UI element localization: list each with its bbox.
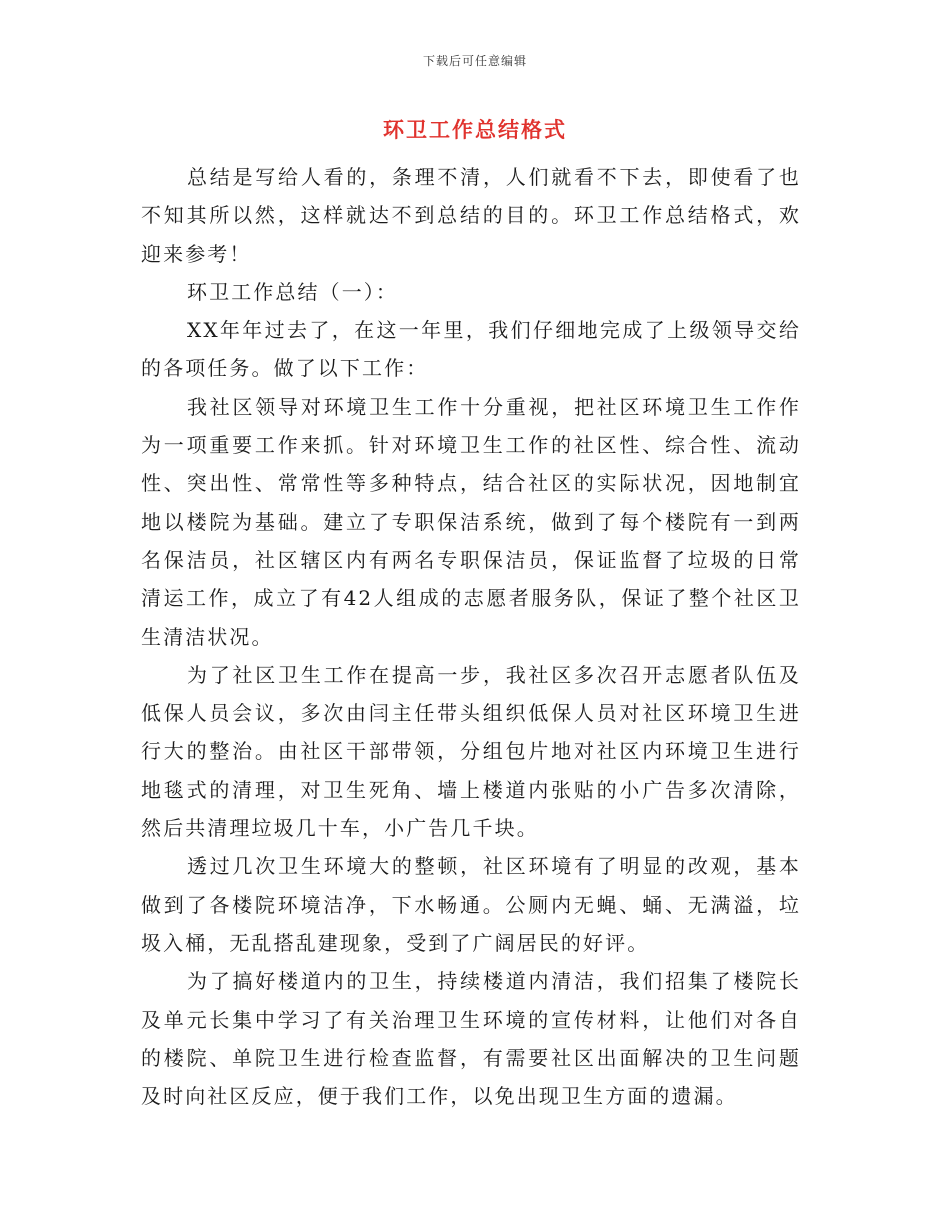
header-note: 下载后可任意编辑 bbox=[422, 54, 527, 68]
paragraph-leadership: 我社区领导对环境卫生工作十分重视，把社区环境卫生工作作为一项重要工作来抓。针对环境卫生工作的社区性、综合性、流动性、突出性、常常性等多种特点，结合社区的实际状况，因地制宜地以楼院为基础。建立了专职保洁系统，做到了每个楼院有一到两名保洁员，社区辖区内有两名专职保洁员，保证监督了垃圾的日常清运工作，成立了有42人组成的志愿者服务队，保证了整个社区卫生清洁状况。 bbox=[141, 394, 801, 649]
paragraph-year-summary: XX年年过去了，在这一年里，我们仔细地完成了上级领导交给的各项任务。做了以下工作： bbox=[141, 318, 801, 381]
paragraph-volunteers: 为了社区卫生工作在提高一步，我社区多次召开志愿者队伍及低保人员会议，多次由闫主任带头组织低保人员对社区环境卫生进行大的整治。由社区干部带领，分组包片地对社区内环境卫生进行地毯式的清理，对卫生死角、墙上楼道内张贴的小广告多次清除，然后共清理垃圾几十车，小广告几千块。 bbox=[141, 662, 801, 841]
paragraph-section-heading: 环卫工作总结（一）： bbox=[187, 279, 398, 304]
document-body bbox=[141, 158, 801, 1115]
paragraph-corridor: 为了搞好楼道内的卫生，持续楼道内清洁，我们招集了楼院长及单元长集中学习了有关治理卫生环境的宣传材料，让他们对各自的楼院、单院卫生进行检查监督，有需要社区出面解决的卫生问题及时向社区反应，便于我们工作，以免出现卫生方面的遗漏。 bbox=[141, 969, 801, 1109]
paragraph-intro: 总结是写给人看的，条理不清，人们就看不下去，即使看了也不知其所以然，这样就达不到总结的目的。环卫工作总结格式，欢迎来参考！ bbox=[141, 165, 801, 266]
document-title: 环卫工作总结格式 bbox=[383, 117, 567, 142]
paragraph-improvement: 透过几次卫生环境大的整顿，社区环境有了明显的改观，基本做到了各楼院环境洁净，下水畅通。公厕内无蝇、蛹、无满溢，垃圾入桶，无乱搭乱建现象，受到了广阔居民的好评。 bbox=[141, 854, 801, 955]
